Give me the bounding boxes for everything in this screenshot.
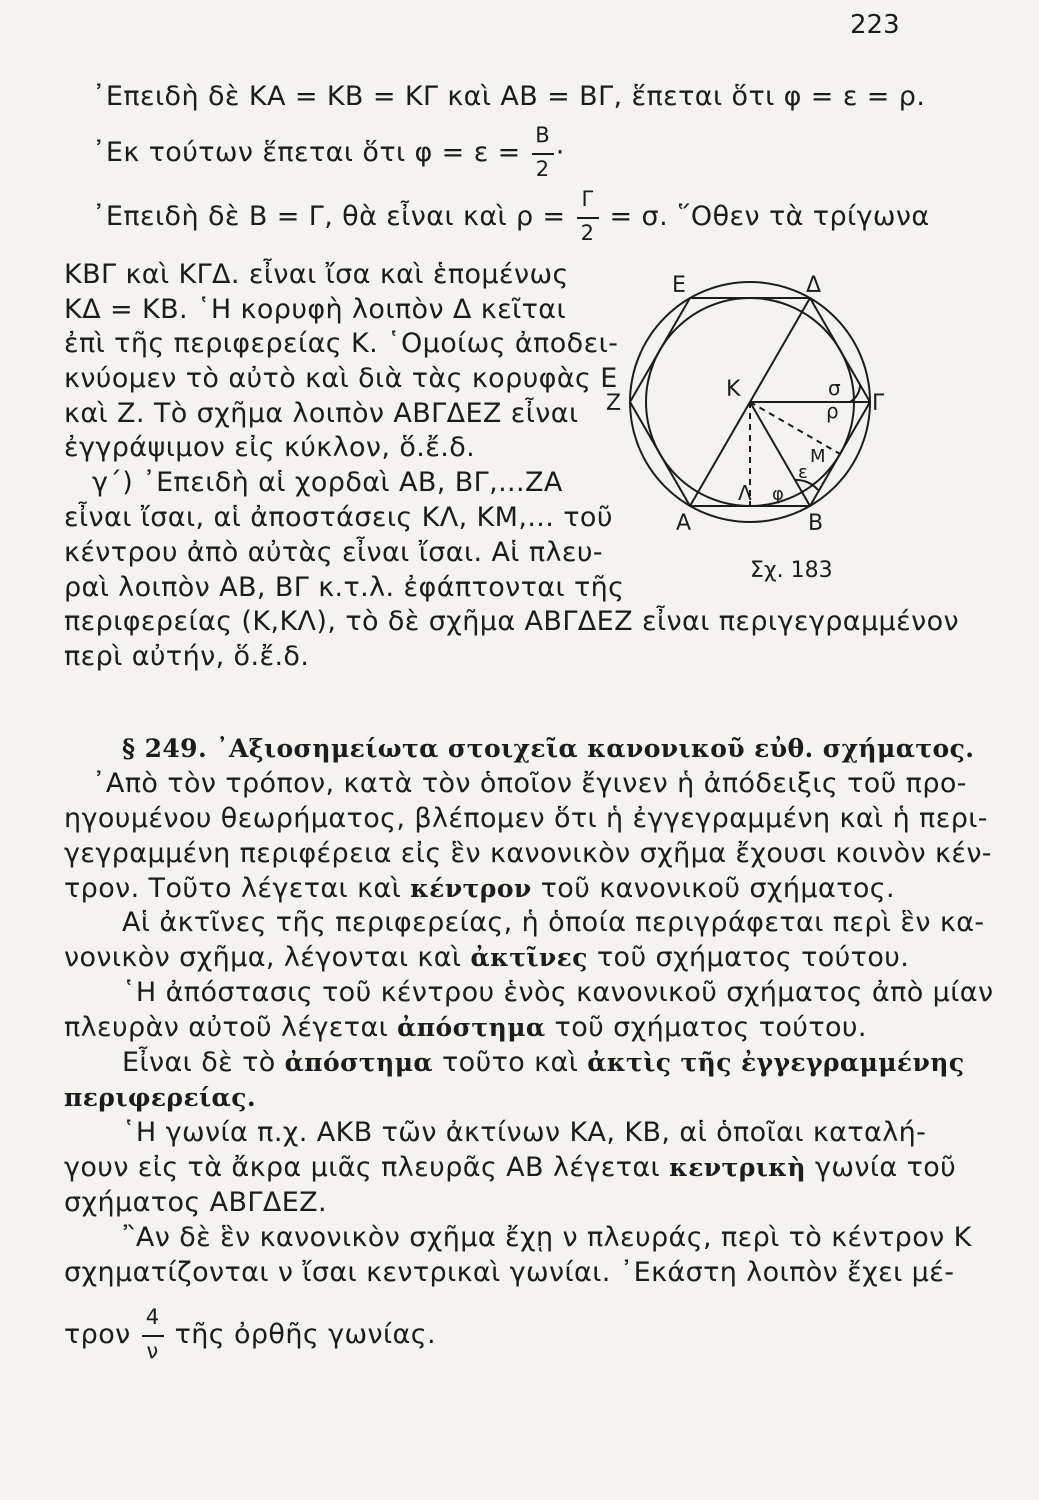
text-span: γωνία τοῦ bbox=[815, 1152, 957, 1183]
label-D: Δ bbox=[806, 273, 822, 298]
text-line bbox=[64, 1011, 867, 1045]
fraction-denominator: 2 bbox=[535, 157, 550, 181]
text-span: τρον bbox=[64, 1319, 131, 1350]
label-G: Γ bbox=[872, 391, 885, 416]
text-span: πλευρὰν αὐτοῦ λέγεται bbox=[64, 1012, 389, 1043]
fraction bbox=[575, 187, 601, 245]
label-M: Μ bbox=[810, 446, 826, 467]
fraction-numerator: Γ bbox=[581, 187, 594, 211]
text-line: Αἱ ἀκτῖνες τῆς περιφερείας, ἡ ὁποία περιγράφεται περὶ ἓν κα- bbox=[122, 907, 985, 938]
label-rho: ρ bbox=[826, 399, 839, 423]
text-span: γουν εἰς τὰ ἄκρα μιᾶς πλευρᾶς ΑΒ λέγεται bbox=[64, 1152, 661, 1183]
section-heading bbox=[122, 732, 974, 766]
label-L: Λ bbox=[738, 481, 752, 505]
text-line bbox=[64, 1081, 256, 1115]
label-phi: φ bbox=[772, 484, 784, 505]
fraction-denominator: ν bbox=[146, 1339, 159, 1363]
text-line bbox=[122, 1046, 964, 1080]
text-span: ᾽Επειδὴ δὲ Β = Γ, θὰ εἶναι καὶ ρ = bbox=[92, 201, 566, 232]
angle-arc-sigma bbox=[850, 385, 860, 402]
text-line: ᾽Επειδὴ δὲ ΚΑ = ΚΒ = ΚΓ καὶ ΑΒ = ΒΓ, ἕπεται ὅτι φ = ε = ρ. bbox=[92, 81, 926, 112]
fraction-numerator: Β bbox=[535, 123, 551, 147]
text-line: ραὶ λοιπὸν ΑΒ, ΒΓ κ.τ.λ. ἐφάπτονται τῆς bbox=[64, 572, 625, 603]
label-B: Β bbox=[808, 511, 824, 536]
text-span: = σ. ῞Οθεν τὰ τρίγωνα bbox=[609, 201, 930, 232]
text-line: ΚΒΓ καὶ ΚΓΔ. εἶναι ἴσα καὶ ἑπομένως bbox=[64, 259, 569, 290]
text-line: ῍Αν δὲ ἓν κανονικὸν σχῆμα ἔχῃ ν πλευράς, περὶ τὸ κέντρον Κ bbox=[122, 1222, 972, 1253]
text-line: κνύομεν τὸ αὐτὸ καὶ διὰ τὰς κορυφὰς Ε bbox=[64, 363, 618, 394]
bold-term: κεντρικὴ bbox=[669, 1153, 807, 1182]
label-A: Α bbox=[676, 511, 692, 536]
label-epsilon: ε bbox=[798, 462, 808, 483]
fraction-denominator: 2 bbox=[580, 221, 595, 245]
text-span: τοῦ σχήματος τούτου. bbox=[554, 1012, 867, 1043]
text-line bbox=[64, 1151, 956, 1185]
label-Z: Ζ bbox=[606, 391, 622, 416]
text-line: ἐπὶ τῆς περιφερείας Κ. ῾Ομοίως ἀποδει- bbox=[64, 328, 619, 359]
figure-caption: Σχ. 183 bbox=[750, 558, 833, 583]
text-span: Εἶναι δὲ τὸ bbox=[122, 1047, 276, 1078]
text-line: ῾Η γωνία π.χ. ΑΚΒ τῶν ἀκτίνων ΚΑ, ΚΒ, αἱ ὁποῖαι καταλή- bbox=[122, 1117, 927, 1148]
bold-term: ἀπόστημα bbox=[284, 1048, 434, 1077]
bold-term: περιφερείας. bbox=[64, 1083, 256, 1112]
text-line: ᾽Απὸ τὸν τρόπον, κατὰ τὸν ὁποῖον ἔγινεν ἡ ἀπόδειξις τοῦ προ- bbox=[92, 768, 967, 799]
text-line: περιφερείας (Κ,ΚΛ), τὸ δὲ σχῆμα ΑΒΓΔΕΖ εἶναι περιγεγραμμένον bbox=[64, 606, 959, 637]
text-span: · bbox=[555, 137, 565, 168]
text-line: γεγραμμένη περιφέρεια εἰς ἓν κανονικὸν σχῆμα ἔχουσι κοινὸν κέν- bbox=[64, 838, 992, 869]
text-line: σχηματίζονται ν ἴσαι κεντρικαὶ γωνίαι. ᾽Εκάστη λοιπὸν ἔχει μέ- bbox=[64, 1257, 955, 1288]
text-line: ηγουμένου θεωρήματος, βλέπομεν ὅτι ἡ ἐγγεγραμμένη καὶ ἡ περι- bbox=[64, 803, 988, 834]
text-span: τοῦτο καὶ bbox=[442, 1047, 579, 1078]
text-line: ΚΔ = ΚΒ. ῾Η κορυφὴ λοιπὸν Δ κεῖται bbox=[64, 294, 566, 325]
segment-KD bbox=[750, 298, 810, 402]
bold-term: ἀκτὶς τῆς ἐγγεγραμμένης bbox=[587, 1048, 965, 1077]
figure-183 bbox=[600, 262, 900, 592]
text-line bbox=[64, 1305, 436, 1363]
fraction bbox=[530, 123, 556, 181]
section-number: § 249. bbox=[122, 734, 208, 763]
text-line: γ΄) ᾽Επειδὴ αἱ χορδαὶ ΑΒ, ΒΓ,...ΖΑ bbox=[92, 467, 563, 498]
label-sigma: σ bbox=[828, 376, 841, 400]
text-line bbox=[64, 941, 909, 975]
text-line: εἶναι ἴσαι, αἱ ἀποστάσεις ΚΛ, ΚΜ,... τοῦ bbox=[64, 502, 613, 533]
label-E: Ε bbox=[672, 273, 686, 298]
text-span: τοῦ σχήματος τούτου. bbox=[596, 942, 910, 973]
text-line bbox=[92, 123, 565, 181]
text-span: νονικὸν σχῆμα, λέγονται καὶ bbox=[64, 942, 462, 973]
text-line bbox=[64, 872, 895, 906]
fraction bbox=[140, 1305, 166, 1363]
bold-term: ἀκτῖνες bbox=[470, 943, 588, 972]
page-number: 223 bbox=[850, 10, 900, 40]
text-line: σχήματος ΑΒΓΔΕΖ. bbox=[64, 1187, 328, 1218]
text-line: ἐγγράψιμον εἰς κύκλον, ὅ.ἔ.δ. bbox=[64, 432, 476, 463]
text-span: τοῦ κανονικοῦ σχήματος. bbox=[540, 873, 896, 904]
fraction-numerator: 4 bbox=[145, 1305, 160, 1329]
bold-term: ἀπόστημα bbox=[397, 1013, 546, 1042]
label-K: Κ bbox=[726, 377, 741, 402]
text-span: τρον. Τοῦτο λέγεται καὶ bbox=[64, 873, 402, 904]
section-title: ᾽Αξιοσημείωτα στοιχεῖα κανονικοῦ εὐθ. σχήματος. bbox=[216, 734, 975, 763]
text-line: κέντρου ἀπὸ αὐτὰς εἶναι ἴσαι. Αἱ πλευ- bbox=[64, 537, 604, 568]
bold-term: κέντρον bbox=[410, 874, 532, 903]
text-line: καὶ Ζ. Τὸ σχῆμα λοιπὸν ΑΒΓΔΕΖ εἶναι bbox=[64, 398, 579, 429]
text-line: περὶ αὐτήν, ὅ.ἔ.δ. bbox=[64, 641, 310, 672]
text-line bbox=[92, 187, 930, 245]
text-span: τῆς ὀρθῆς γωνίας. bbox=[174, 1319, 436, 1350]
text-line: ῾Η ἀπόστασις τοῦ κέντρου ἑνὸς κανονικοῦ σχήματος ἀπὸ μίαν bbox=[122, 977, 994, 1008]
text-span: ᾽Εκ τούτων ἕπεται ὅτι φ = ε = bbox=[92, 137, 521, 168]
